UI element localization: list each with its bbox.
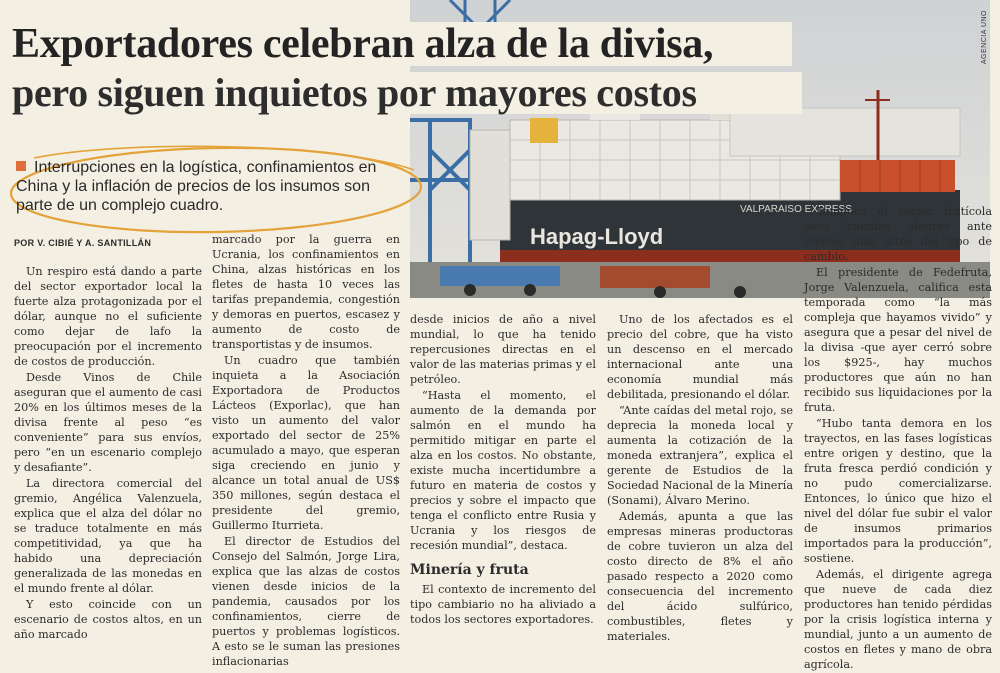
headline: Exportadores celebran alza de la divisa, — [12, 22, 792, 66]
paragraph: “Hubo tanta demora en los trayectos, en las fases logísticas entre origen y destino, que la fruta fresca perdió condición y no pudo comercializarse. Entonces, lo único que hizo el nivel del dólar fue subir el valor de insumos primarios importados para la producción”, sostiene. — [804, 417, 992, 565]
paragraph: El contexto de incremento del tipo cambiario no ha aliviado a todos los sectores exportadores. — [410, 583, 596, 626]
paragraph: Desde Vinos de Chile aseguran que el aumento de casi 20% en los últimos meses de la divisa frente al peso “es conveniente” para sus envíos, pero “en un escenario complejo y desafiante”. — [14, 371, 202, 474]
paragraph: Uno de los afectados es el precio del cobre, que ha visto un descenso en el mercado internacional ante una economía mundial más debilitada, presionando el dólar. — [607, 313, 793, 401]
paragraph: desde inicios de año a nivel mundial, lo que ha tenido repercusiones directas en el valor de las materias primas y el petróleo. — [410, 313, 596, 386]
column-1 — [14, 264, 202, 643]
paragraph: La directora comercial del gremio, Angélica Valenzuela, explica que el alza del dólar no se traduce totalmente en más competitividad, ya que ha habido una depreciación generalizada de las monedas en el mundo frente al dólar. — [14, 477, 202, 595]
ship-name-text: VALPARAISO EXPRESS — [740, 204, 852, 215]
paragraph: Tampoco el sector frutícola saca cuentas alegres ante niveles más altos del tipo de cambio. — [804, 205, 992, 263]
lead-paragraph — [16, 158, 406, 215]
paragraph: Y esto coincide con un escenario de costos altos, en un año marcado — [14, 598, 202, 641]
paragraph: El director de Estudios del Consejo del Salmón, Jorge Lira, explica que las alzas de costos vienen desde inicios de la pandemia, causados por los confinamientos, cierre de puertos y problemas logísticos. A esto se le suman las presiones inflacionarias — [212, 535, 400, 668]
paragraph: Además, el dirigente agrega que nueve de cada diez productores han tenido pérdidas por la crisis logística interna y mundial, junto a un aumento de costos en fletes y mano de obra agrícola. — [804, 568, 992, 671]
section-subtitle: Minería y fruta — [410, 562, 529, 578]
photo-credit: AGENCIA UNO — [981, 10, 988, 65]
lead-text: Interrupciones en la logística, confinamientos en China y la inflación de precios de los insumos son parte de un complejo cuadro. — [16, 159, 377, 214]
ship-brand-text: Hapag-Lloyd — [530, 224, 664, 249]
paragraph: “Ante caídas del metal rojo, se deprecia la moneda local y aumenta la cotización de la moneda extranjera”, explica el gerente de Estudios de la Sociedad Nacional de la Minería (Sonami), Álvaro Merino. — [607, 404, 793, 507]
paragraph: Además, apunta a que las empresas mineras productoras de cobre tuvieron un alza del costo directo de 8% el año pasado respecto a 2020 como consecuencia del incremento del ácido sulfúrico, combustibles, fletes y materiales. — [607, 510, 793, 643]
column-5 — [804, 204, 992, 673]
column-2 — [212, 232, 400, 670]
column-4 — [607, 312, 793, 645]
column-3 — [410, 312, 596, 628]
paragraph: Un respiro está dando a parte del sector exportador local la fuerte alza protagonizada por el dólar, aunque no el suficiente como dejar de lafo la preocupación por el incremento de costos de producción. — [14, 265, 202, 368]
paragraph: Un cuadro que también inquieta a la Asociación Exportadora de Productos Lácteos (Exporlac), que han visto un aumento del valor exportado del sector de 25% acumulado a mayo, que esperan siga creciendo en junio y alcance un total anual de US$ 350 millones, según destaca el presidente del gremio, Guillermo Iturrieta. — [212, 354, 400, 532]
paragraph: marcado por la guerra en Ucrania, los confinamientos en China, alzas históricas en los fletes de hasta 10 veces las tarifas prepandemia, congestión y demoras en puertos, escasez y aumento de costo de transportistas y de insumos. — [212, 233, 400, 351]
byline: POR V. CIBIÉ Y A. SANTILLÁN — [14, 238, 152, 248]
subheadline: pero siguen inquietos por mayores costos — [12, 72, 802, 114]
paragraph: El presidente de Fedefruta, Jorge Valenzuela, califica esta temporada como “la más compleja que hayamos vivido” y asegura que a pesar del nivel de la divisa -que ayer cerró sobre los $925-, hay muchos productores que aún no han recibido sus liquidaciones por la fruta. — [804, 266, 992, 414]
orange-bullet-square — [16, 161, 26, 171]
paragraph: “Hasta el momento, el aumento de la demanda por salmón en el mundo ha permitido mitigar en parte el alza en los costos. No obstante, existe mucha incertidumbre a futuro en materia de costos y precios y sobre el impacto que tenga el conflicto entre Rusia y Ucrania y los riesgos de recesión mundial”, destaca. — [410, 389, 596, 552]
